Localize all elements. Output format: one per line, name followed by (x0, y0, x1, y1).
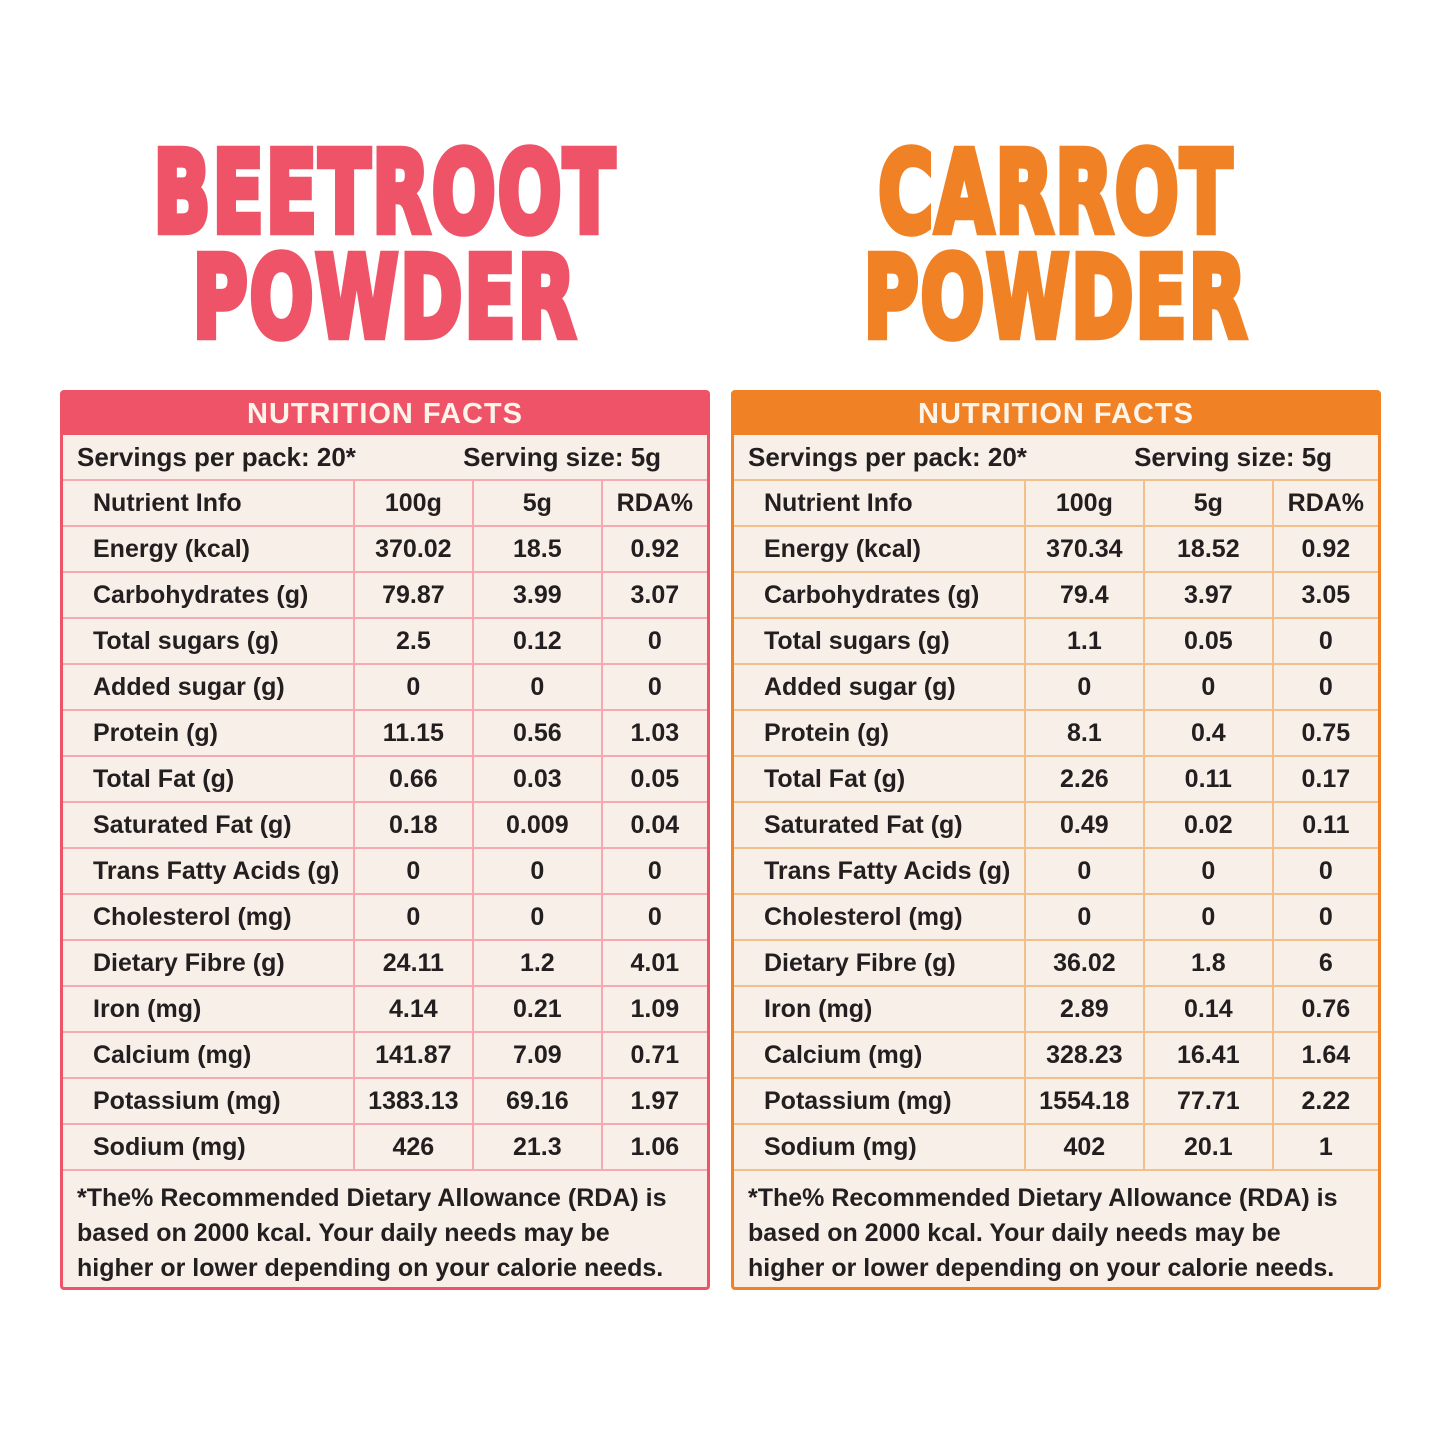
value-5g: 0 (472, 849, 601, 893)
nutrient-label: Cholesterol (mg) (93, 902, 292, 931)
beetroot-nutrition-table (60, 390, 710, 1290)
nutrient-label: Calcium (mg) (764, 1040, 923, 1069)
column-header-rda: RDA% (1272, 481, 1378, 525)
title-line: CARROT (878, 126, 1234, 259)
value-100g: 0 (353, 895, 472, 939)
table-row (63, 803, 707, 849)
value-rda: 2.22 (1272, 1079, 1378, 1123)
servings-per-pack: Servings per pack: 20* (77, 441, 356, 472)
nutrient-label: Cholesterol (mg) (764, 902, 963, 931)
value-rda: 0.05 (601, 757, 707, 801)
value-rda: 0.76 (1272, 987, 1378, 1031)
value-rda: 0.17 (1272, 757, 1378, 801)
table-row (734, 1033, 1378, 1079)
table-row (734, 757, 1378, 803)
carrot-nutrition-table (731, 390, 1381, 1290)
value-5g: 18.5 (472, 527, 601, 571)
column-header-row (734, 481, 1378, 527)
value-100g: 4.14 (353, 987, 472, 1031)
value-5g: 77.71 (1143, 1079, 1272, 1123)
nutrient-label: Total sugars (g) (93, 626, 279, 655)
value-5g: 0 (1143, 849, 1272, 893)
value-100g: 0 (1024, 849, 1143, 893)
table-row (63, 711, 707, 757)
serving-size: Serving size: 5g (1134, 441, 1333, 472)
value-5g: 0.11 (1143, 757, 1272, 801)
value-100g: 11.15 (353, 711, 472, 755)
value-100g: 0.18 (353, 803, 472, 847)
nutrient-label: Total sugars (g) (764, 626, 950, 655)
value-5g: 69.16 (472, 1079, 601, 1123)
value-rda: 1 (1272, 1125, 1378, 1169)
value-rda: 1.06 (601, 1125, 707, 1169)
value-100g: 79.4 (1024, 573, 1143, 617)
value-100g: 1554.18 (1024, 1079, 1143, 1123)
rda-footnote: *The% Recommended Dietary Allowance (RDA) is based on 2000 kcal. Your daily needs may be higher or lower depending on your calorie needs. (77, 1184, 667, 1282)
beetroot-powder-title (60, 126, 710, 364)
value-100g: 402 (1024, 1125, 1143, 1169)
value-rda: 6 (1272, 941, 1378, 985)
value-5g: 1.2 (472, 941, 601, 985)
nutrient-label: Iron (mg) (764, 994, 873, 1023)
value-rda: 0.71 (601, 1033, 707, 1077)
table-row (734, 573, 1378, 619)
value-rda: 4.01 (601, 941, 707, 985)
value-5g: 0.12 (472, 619, 601, 663)
table-row (63, 1033, 707, 1079)
value-5g: 3.99 (472, 573, 601, 617)
value-100g: 426 (353, 1125, 472, 1169)
value-5g: 0.56 (472, 711, 601, 755)
value-5g: 0.21 (472, 987, 601, 1031)
nutrient-label: Energy (kcal) (764, 534, 922, 563)
column-header-nutrient-info: Nutrient Info (764, 488, 913, 517)
servings-per-pack: Servings per pack: 20* (748, 441, 1027, 472)
value-rda: 0 (601, 895, 707, 939)
column-header-100g: 100g (353, 481, 472, 525)
table-row (734, 527, 1378, 573)
value-rda: 0 (1272, 619, 1378, 663)
nutrient-label: Protein (g) (764, 718, 889, 747)
column-header-5g: 5g (1143, 481, 1272, 525)
value-5g: 21.3 (472, 1125, 601, 1169)
carrot-powder-title (731, 126, 1381, 364)
nutrient-label: Sodium (mg) (93, 1132, 246, 1161)
value-5g: 3.97 (1143, 573, 1272, 617)
table-row (63, 987, 707, 1033)
value-rda: 0.04 (601, 803, 707, 847)
value-rda: 1.03 (601, 711, 707, 755)
table-row (63, 527, 707, 573)
nutrient-rows (734, 527, 1378, 1171)
value-5g: 0 (472, 895, 601, 939)
table-row (63, 849, 707, 895)
table-row (63, 757, 707, 803)
value-100g: 8.1 (1024, 711, 1143, 755)
value-rda: 3.05 (1272, 573, 1378, 617)
table-row (734, 1125, 1378, 1171)
value-5g: 16.41 (1143, 1033, 1272, 1077)
table-row (63, 941, 707, 987)
nutrition-facts-header: NUTRITION FACTS (734, 393, 1378, 435)
value-100g: 0 (1024, 665, 1143, 709)
value-rda: 0 (1272, 849, 1378, 893)
table-row (734, 803, 1378, 849)
table-row (734, 941, 1378, 987)
table-row (734, 711, 1378, 757)
nutrient-label: Carbohydrates (g) (764, 580, 980, 609)
table-row (734, 895, 1378, 941)
nutrient-label: Carbohydrates (g) (93, 580, 309, 609)
value-100g: 2.26 (1024, 757, 1143, 801)
carrot-panel (731, 0, 1381, 1445)
title-line: POWDER (863, 231, 1249, 364)
value-5g: 0.14 (1143, 987, 1272, 1031)
value-100g: 2.89 (1024, 987, 1143, 1031)
value-rda: 0 (1272, 665, 1378, 709)
value-rda: 0.75 (1272, 711, 1378, 755)
value-rda: 0.92 (601, 527, 707, 571)
nutrient-label: Total Fat (g) (764, 764, 906, 793)
table-row (734, 987, 1378, 1033)
table-row (63, 665, 707, 711)
value-5g: 7.09 (472, 1033, 601, 1077)
title-line: POWDER (192, 231, 578, 364)
servings-row (63, 435, 707, 481)
table-row (63, 1079, 707, 1125)
value-5g: 0 (472, 665, 601, 709)
nutrient-label: Potassium (mg) (93, 1086, 281, 1115)
nutrient-label: Energy (kcal) (93, 534, 251, 563)
nutrient-rows (63, 527, 707, 1171)
nutrient-label: Total Fat (g) (93, 764, 235, 793)
rda-footnote: *The% Recommended Dietary Allowance (RDA) is based on 2000 kcal. Your daily needs may be higher or lower depending on your calorie needs. (748, 1184, 1338, 1282)
value-5g: 0.05 (1143, 619, 1272, 663)
nutrient-label: Added sugar (g) (93, 672, 285, 701)
value-100g: 141.87 (353, 1033, 472, 1077)
value-rda: 1.97 (601, 1079, 707, 1123)
value-rda: 0 (601, 665, 707, 709)
table-row (63, 1125, 707, 1171)
column-header-row (63, 481, 707, 527)
value-100g: 0 (353, 665, 472, 709)
table-row (734, 665, 1378, 711)
nutrient-label: Dietary Fibre (g) (93, 948, 285, 977)
value-100g: 0 (1024, 895, 1143, 939)
value-5g: 18.52 (1143, 527, 1272, 571)
value-rda: 0.11 (1272, 803, 1378, 847)
nutrient-label: Trans Fatty Acids (g) (764, 856, 1011, 885)
value-100g: 0.66 (353, 757, 472, 801)
value-rda: 1.09 (601, 987, 707, 1031)
value-rda: 0 (601, 849, 707, 893)
nutrient-label: Trans Fatty Acids (g) (93, 856, 340, 885)
value-100g: 79.87 (353, 573, 472, 617)
nutrient-label: Added sugar (g) (764, 672, 956, 701)
value-100g: 0.49 (1024, 803, 1143, 847)
nutrient-label: Iron (mg) (93, 994, 202, 1023)
value-5g: 1.8 (1143, 941, 1272, 985)
serving-size: Serving size: 5g (463, 441, 662, 472)
value-100g: 370.02 (353, 527, 472, 571)
value-rda: 0.92 (1272, 527, 1378, 571)
table-row (734, 1079, 1378, 1125)
nutrient-label: Protein (g) (93, 718, 218, 747)
nutrient-label: Sodium (mg) (764, 1132, 917, 1161)
nutrient-label: Potassium (mg) (764, 1086, 952, 1115)
value-100g: 1.1 (1024, 619, 1143, 663)
value-100g: 2.5 (353, 619, 472, 663)
value-100g: 328.23 (1024, 1033, 1143, 1077)
value-rda: 0 (601, 619, 707, 663)
table-row (734, 619, 1378, 665)
title-line: BEETROOT (153, 126, 617, 259)
value-5g: 0 (1143, 895, 1272, 939)
table-row (63, 895, 707, 941)
value-5g: 0.4 (1143, 711, 1272, 755)
value-5g: 0.009 (472, 803, 601, 847)
value-rda: 3.07 (601, 573, 707, 617)
value-100g: 370.34 (1024, 527, 1143, 571)
value-5g: 0 (1143, 665, 1272, 709)
nutrient-label: Dietary Fibre (g) (764, 948, 956, 977)
value-100g: 24.11 (353, 941, 472, 985)
servings-row (734, 435, 1378, 481)
table-row (63, 619, 707, 665)
value-100g: 0 (353, 849, 472, 893)
column-header-rda: RDA% (601, 481, 707, 525)
value-100g: 36.02 (1024, 941, 1143, 985)
value-100g: 1383.13 (353, 1079, 472, 1123)
nutrient-label: Saturated Fat (g) (764, 810, 963, 839)
nutrition-facts-header: NUTRITION FACTS (63, 393, 707, 435)
nutrient-label: Calcium (mg) (93, 1040, 252, 1069)
beetroot-panel (60, 0, 710, 1445)
nutrient-label: Saturated Fat (g) (93, 810, 292, 839)
value-5g: 0.03 (472, 757, 601, 801)
value-5g: 0.02 (1143, 803, 1272, 847)
table-row (63, 573, 707, 619)
table-row (734, 849, 1378, 895)
value-rda: 1.64 (1272, 1033, 1378, 1077)
value-5g: 20.1 (1143, 1125, 1272, 1169)
column-header-nutrient-info: Nutrient Info (93, 488, 242, 517)
column-header-100g: 100g (1024, 481, 1143, 525)
value-rda: 0 (1272, 895, 1378, 939)
column-header-5g: 5g (472, 481, 601, 525)
